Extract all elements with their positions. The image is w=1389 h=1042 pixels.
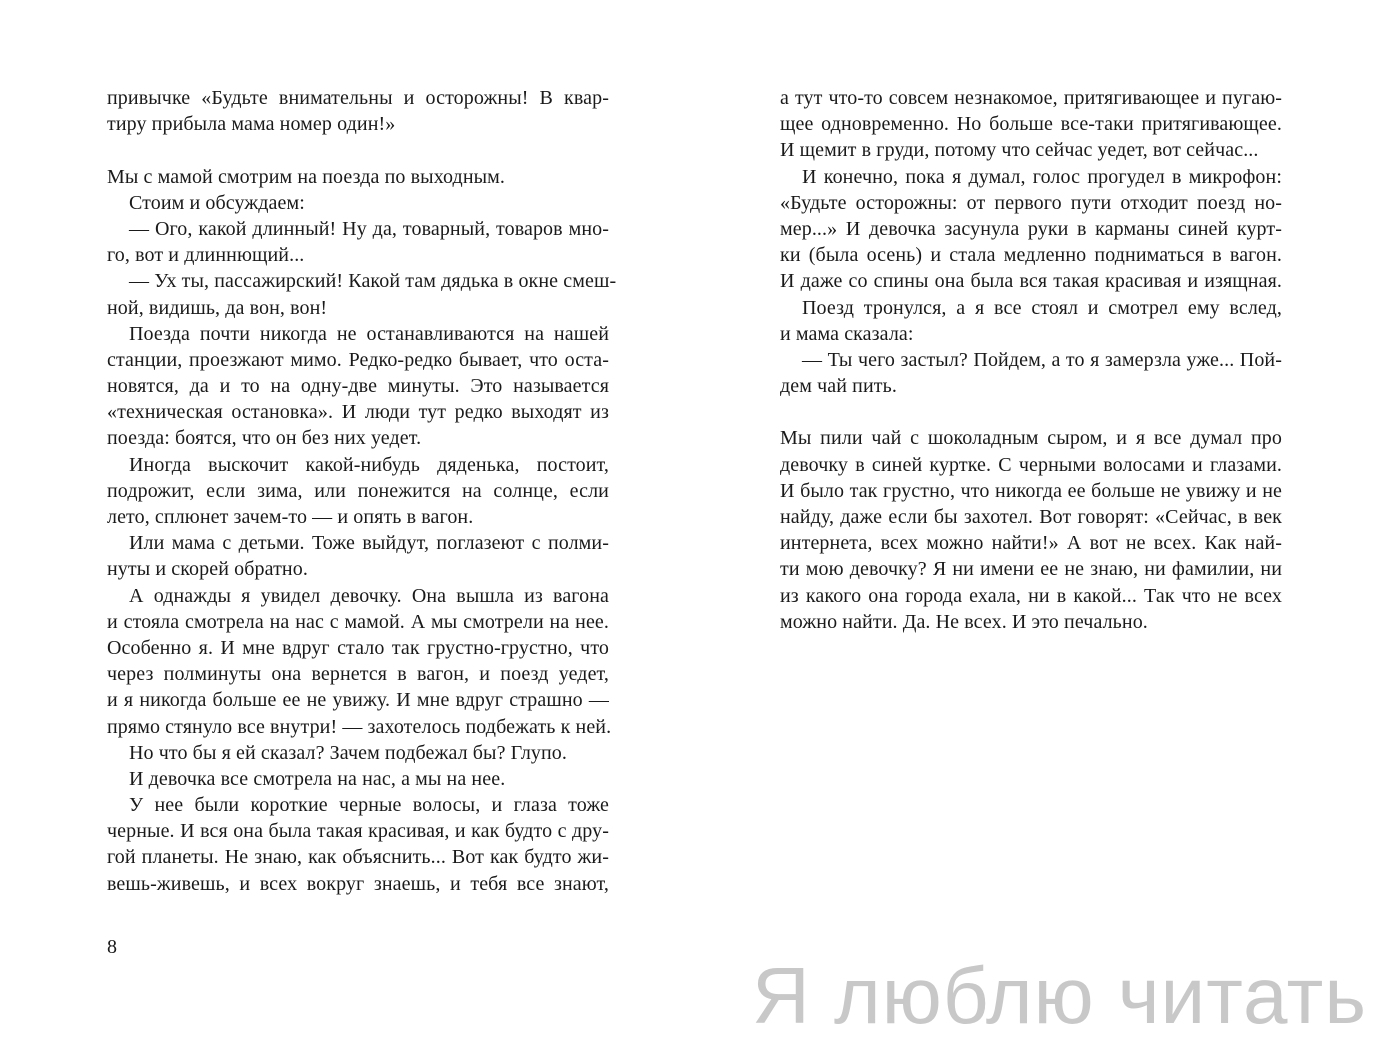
text-line: И конечно, пока я думал, голос прогудел в микрофон: [802,165,1282,188]
text-line: нуты и скорей обратно. [107,558,308,581]
text-line: Иногда выскочит какой-нибудь дяденька, постоит, [129,453,609,476]
text-line: Мы пили чай с шоколадным сыром, и я все думал про [780,427,1282,450]
text-line: Стоим и обсуждаем: [129,191,305,214]
text-line: И было так грустно, что никогда ее больше не увижу и не [780,479,1282,502]
text-line: тиру прибыла мама номер один!» [107,113,396,136]
text-line: вешь-живешь, и всех вокруг знаешь, и тебя все знают, [107,872,609,895]
text-line: прямо стянуло все внутри! — захотелось подбежать к ней. [107,715,612,738]
text-line: лето, сплюнет зачем-то — и опять в вагон. [107,506,474,528]
text-line: и мама сказала: [780,322,914,345]
text-line: И щемит в груди, потому что сейчас уедет, вот сейчас... [780,139,1259,162]
text-line: Поезд тронулся, а я все стоял и смотрел ему вслед, [802,296,1282,319]
text-line: станции, проезжают мимо. Редко-редко бывает, что оста- [107,348,609,371]
text-line: А однажды я увидел девочку. Она вышла из вагона [129,584,609,607]
text-line: можно найти. Да. Не всех. И это печально. [780,610,1148,633]
text-line [107,137,609,163]
text-line: девочку в синей куртке. С черными волосами и глазами. [780,453,1282,476]
text-line: Мы с мамой смотрим на поезда по выходным. [107,165,506,188]
text-line: поезда: боятся, что он без них уедет. [107,427,422,450]
text-line: У нее были короткие черные волосы, и глаза тоже [129,794,609,817]
text-line: подрожит, если зима, или понежится на солнце, если [107,479,609,502]
text-line: ти мою девочку? Я ни имени ее не знаю, ни фамилии, ни [780,558,1282,581]
text-line: Но что бы я ей сказал? Зачем подбежал бы? Глупо. [129,741,568,764]
text-line: привычке «Будьте внимательны и осторожны! В квар- [107,87,609,109]
text-line: «Будьте осторожны: от первого пути отходит поезд но- [780,191,1282,214]
text-line: Или мама с детьми. Тоже выйдут, поглазеют с полми- [129,532,609,555]
text-line: «техническая остановка». И люди тут редко выходят из [107,401,609,424]
left-page-text [107,85,617,897]
text-line: Особенно я. И мне вдруг стало так грустно-грустно, что [107,636,609,659]
text-line: интернета, всех можно найти!» А вот не всех. Как най- [780,532,1282,555]
text-line: — Ух ты, пассажирский! Какой там дядька в окне смеш- [129,270,617,293]
text-line: из какого она города ехала, ни в какой... Так что не всех [780,584,1282,607]
text-line: через полминуты она вернется в вагон, и поезд уедет, [107,663,609,686]
text-line: гой планеты. Не знаю, как объяснить... Вот как будто жи- [107,846,609,869]
page-number: 8 [107,936,117,958]
watermark-logo: Я люблю читать [752,951,1367,1040]
text-line: и стояла смотрела на нас с мамой. А мы смотрели на нее. [107,610,609,633]
text-line: мер...» И девочка засунула руки в карманы синей курт- [780,217,1282,240]
text-line: ной, видишь, да вон, вон! [107,296,328,319]
text-line: И девочка все смотрела на нас, а мы на нее. [129,767,506,790]
text-line: И даже со спины она была вся такая красивая и изящная. [780,270,1282,293]
text-line: найду, даже если бы захотел. Вот говорят: «Сейчас, в век [780,506,1282,528]
text-line: — Ты чего застыл? Пойдем, а то я замерзла уже... Пой- [802,348,1282,371]
text-line: щее одновременно. Но больше все-таки притягивающее. [780,113,1282,136]
text-line: а тут что-то совсем незнакомое, притягивающее и пугаю- [780,87,1282,109]
right-page-text [780,85,1282,635]
text-line: го, вот и длиннющий... [107,244,305,267]
text-line: новятся, да и то на одну-две минуты. Это называется [107,375,609,398]
text-line: черные. И вся она была такая красивая, и как будто с дру- [107,820,609,843]
text-line [780,399,1282,425]
text-line: дем чай пить. [780,375,897,398]
text-line: и я никогда больше ее не увижу. И мне вдруг страшно — [107,689,609,712]
text-line: Поезда почти никогда не останавливаются на нашей [129,322,609,345]
text-line: — Ого, какой длинный! Ну да, товарный, товаров мно- [129,217,609,240]
text-line: ки (была осень) и стала медленно подниматься в вагон. [780,244,1282,267]
